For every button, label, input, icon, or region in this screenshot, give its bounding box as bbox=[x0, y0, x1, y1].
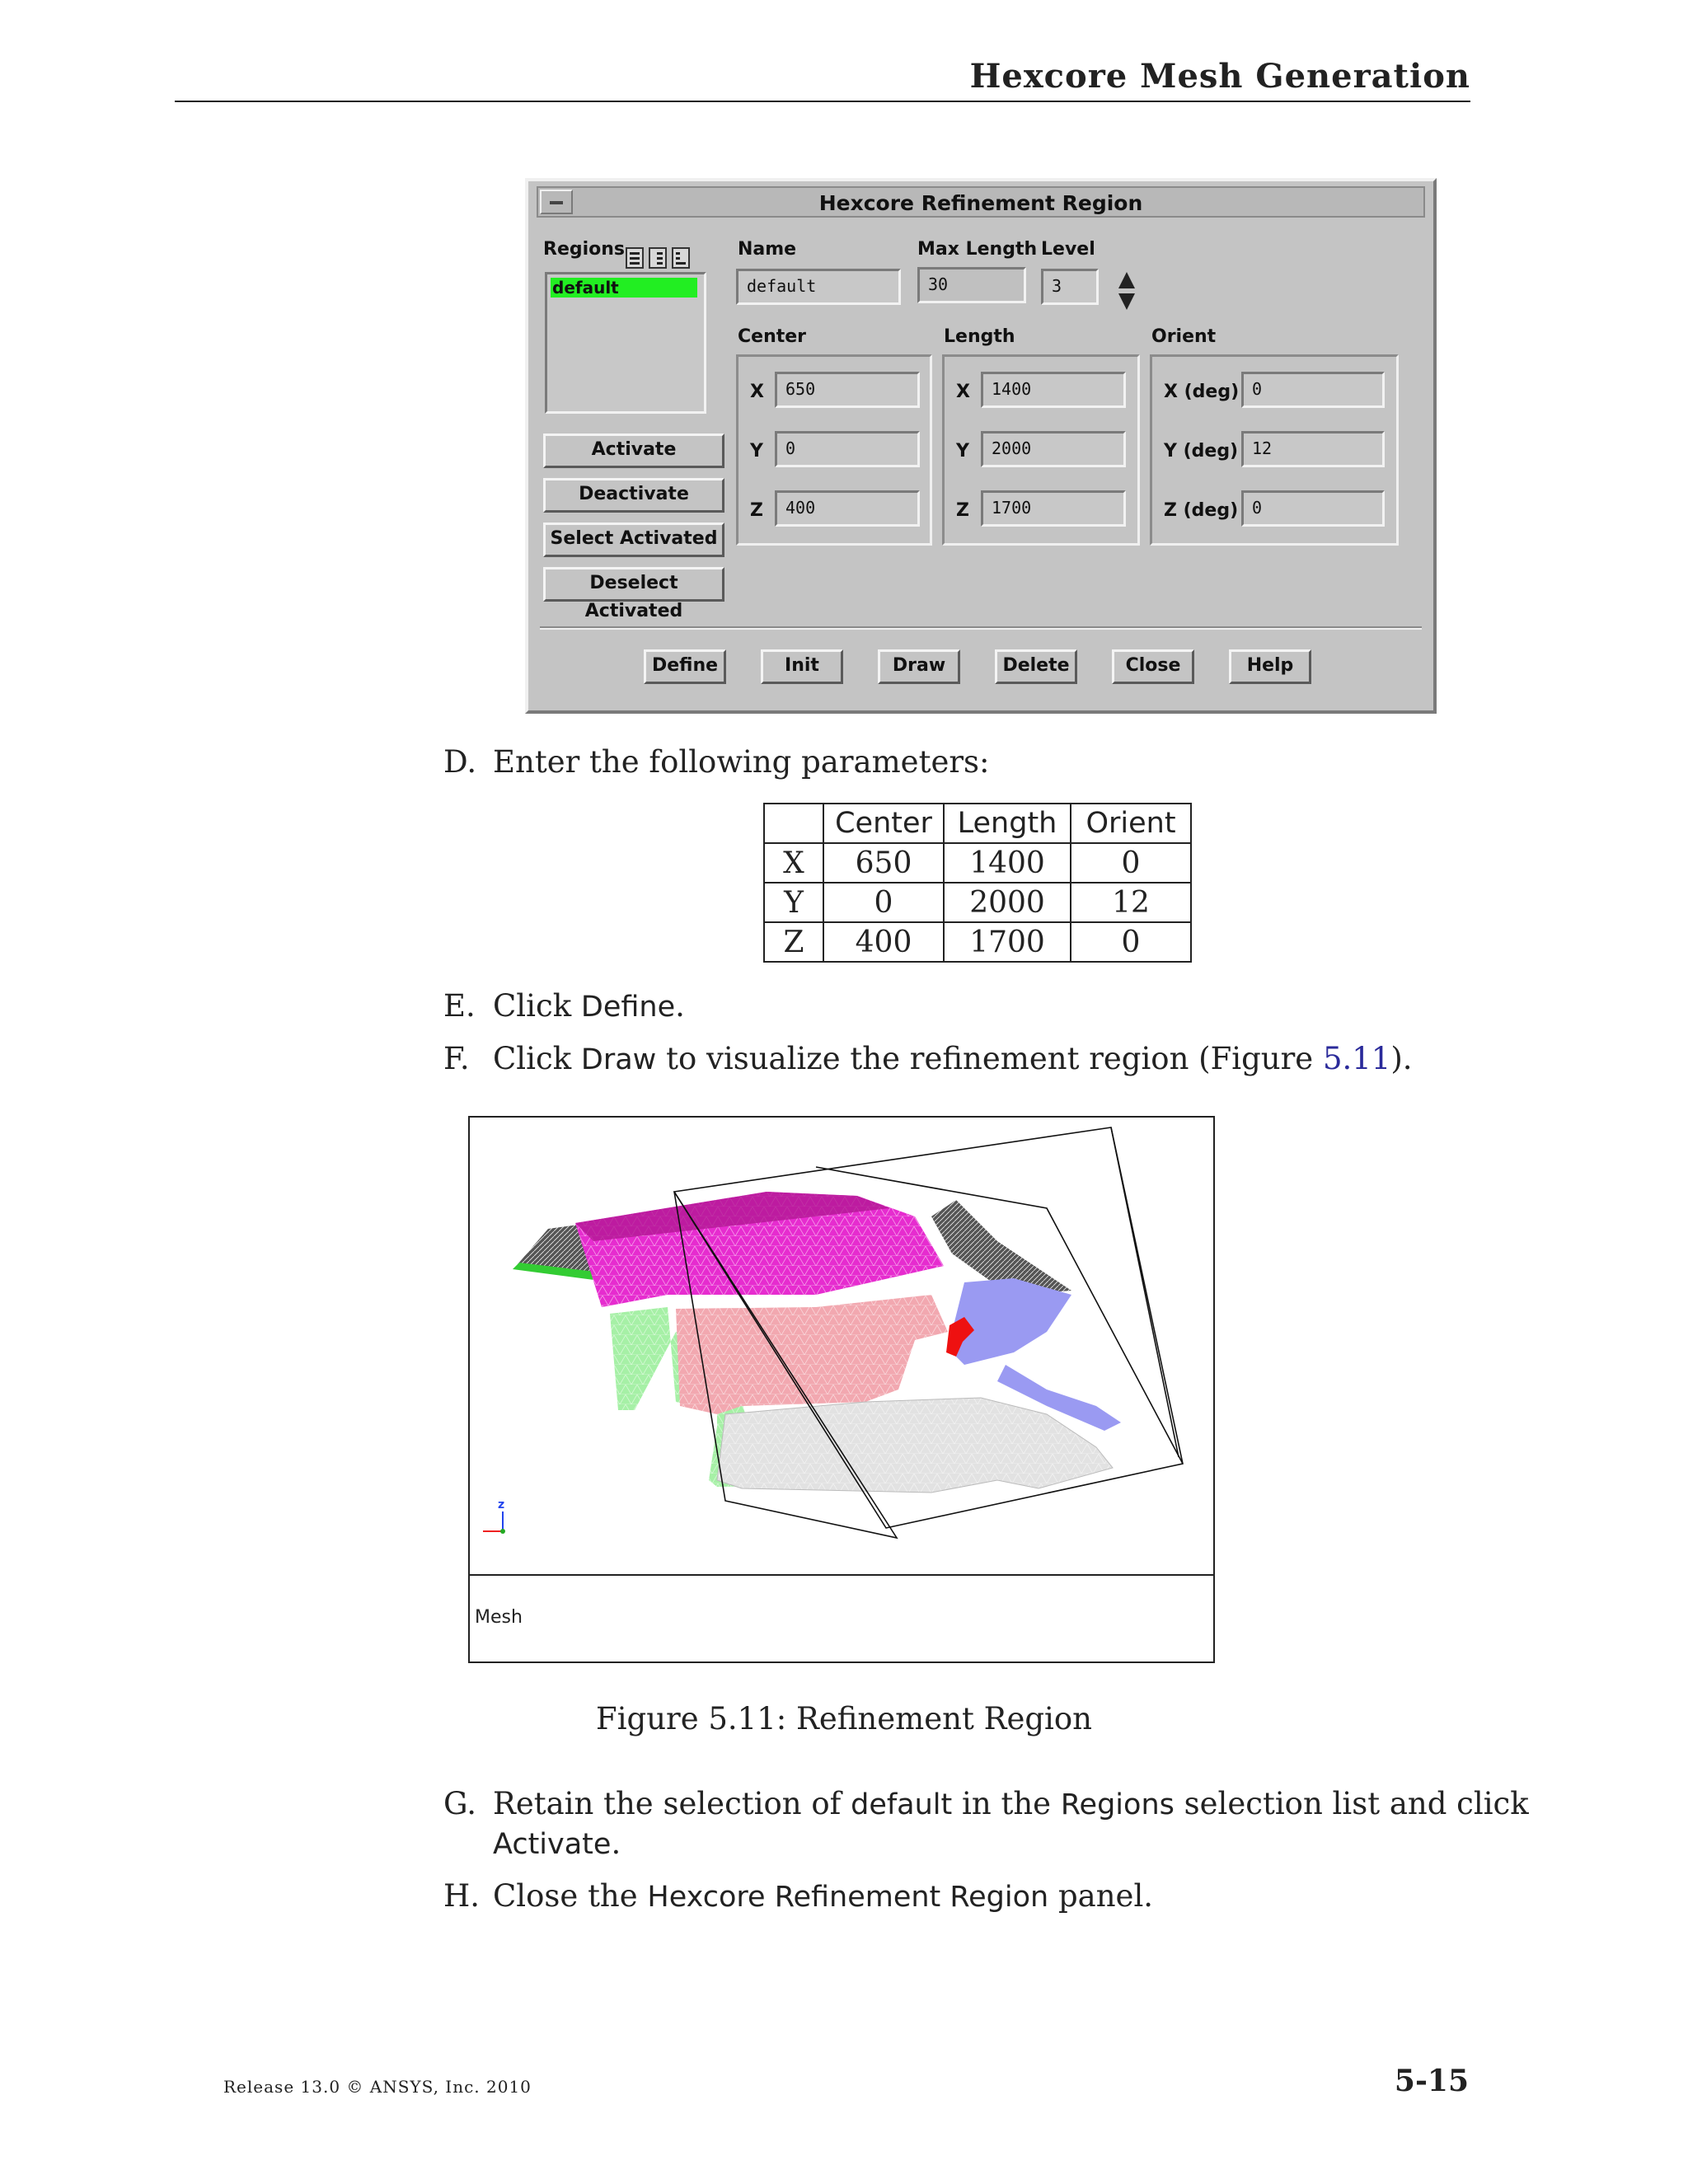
list-options-icon[interactable] bbox=[672, 247, 690, 269]
dialog-divider bbox=[540, 626, 1422, 630]
length-label: Length bbox=[944, 326, 1015, 347]
release-footer: Release 13.0 © ANSYS, Inc. 2010 bbox=[223, 2077, 532, 2097]
close-button[interactable]: Close bbox=[1112, 649, 1194, 684]
step-g-post: selection list and click bbox=[1174, 1786, 1529, 1821]
activate-button[interactable]: Activate bbox=[543, 434, 724, 468]
name-label: Name bbox=[738, 239, 797, 260]
draw-button[interactable]: Draw bbox=[878, 649, 960, 684]
define-button[interactable]: Define bbox=[644, 649, 726, 684]
select-all-icon[interactable] bbox=[626, 247, 644, 269]
parameters-table bbox=[763, 803, 1192, 963]
delete-button[interactable]: Delete bbox=[995, 649, 1077, 684]
viewer-status-separator bbox=[470, 1574, 1213, 1576]
ui-ref-default: default bbox=[851, 1788, 953, 1821]
table-row bbox=[764, 843, 1191, 883]
step-h-pre: Close the bbox=[493, 1878, 648, 1914]
page-number: 5-15 bbox=[1394, 2064, 1469, 2098]
step-d-text: Enter the following parameters: bbox=[493, 744, 990, 780]
ui-ref-panel: Hexcore Refinement Region bbox=[647, 1881, 1049, 1914]
deselect-activated-button[interactable]: Deselect Activated bbox=[543, 567, 724, 602]
table-cell: 650 bbox=[823, 843, 944, 883]
length-y-field[interactable]: 2000 bbox=[981, 431, 1126, 467]
ui-ref-regions: Regions bbox=[1060, 1788, 1175, 1821]
mesh-pattern bbox=[676, 1295, 948, 1414]
name-field[interactable]: default bbox=[736, 269, 901, 305]
step-e-text bbox=[493, 986, 685, 1028]
center-y-label: Y bbox=[750, 441, 763, 462]
orient-y-field[interactable]: 12 bbox=[1241, 431, 1385, 467]
step-h-text bbox=[493, 1876, 1153, 1918]
step-d-marker: D. bbox=[443, 744, 477, 780]
ui-ref-define: Define bbox=[580, 991, 676, 1024]
level-field[interactable]: 3 bbox=[1041, 269, 1099, 305]
regions-label: Regions bbox=[543, 239, 626, 260]
step-e-marker: E. bbox=[443, 988, 476, 1024]
length-z-field[interactable]: 1700 bbox=[981, 490, 1126, 527]
step-g-marker: G. bbox=[443, 1786, 476, 1821]
step-f-text bbox=[493, 1038, 1413, 1080]
orient-label: Orient bbox=[1151, 326, 1217, 347]
figure-link[interactable]: 5.11 bbox=[1322, 1041, 1391, 1076]
table-cell: 0 bbox=[1071, 843, 1191, 883]
box-edge bbox=[1111, 1127, 1179, 1457]
axis-triad-icon bbox=[483, 1498, 505, 1534]
table-row bbox=[764, 804, 1191, 843]
dialog-title: Hexcore Refinement Region bbox=[818, 191, 1143, 215]
level-spinner[interactable] bbox=[1118, 272, 1135, 312]
length-group bbox=[942, 354, 1140, 546]
table-header: Center bbox=[823, 804, 944, 843]
center-group bbox=[736, 354, 932, 546]
step-e-post: . bbox=[675, 988, 685, 1024]
mesh-render bbox=[470, 1118, 1213, 1572]
regions-list-item-default[interactable]: default bbox=[551, 278, 697, 298]
regions-list[interactable] bbox=[545, 272, 706, 414]
mesh-pattern bbox=[717, 1398, 1113, 1493]
z-axis-label: z bbox=[498, 1498, 505, 1511]
step-g-mid: in the bbox=[952, 1786, 1061, 1821]
center-z-field[interactable]: 400 bbox=[775, 490, 920, 527]
max-length-field: 30 bbox=[917, 267, 1026, 303]
center-label: Center bbox=[738, 326, 807, 347]
orient-y-label: Y (deg) bbox=[1164, 441, 1239, 462]
length-z-label: Z bbox=[956, 500, 969, 521]
hexcore-refinement-region-dialog bbox=[525, 178, 1437, 714]
spinner-down-icon[interactable] bbox=[1118, 293, 1135, 310]
spinner-up-icon[interactable] bbox=[1118, 272, 1135, 288]
step-g-line2-post: . bbox=[611, 1825, 621, 1861]
axis-origin bbox=[500, 1529, 505, 1534]
step-h-post: panel. bbox=[1048, 1878, 1154, 1914]
table-cell: Y bbox=[764, 883, 823, 922]
step-g-pre: Retain the selection of bbox=[493, 1786, 851, 1821]
init-button[interactable]: Init bbox=[761, 649, 843, 684]
orient-z-field[interactable]: 0 bbox=[1241, 490, 1385, 527]
figure-caption: Figure 5.11: Refinement Region bbox=[596, 1701, 1092, 1736]
step-f-post: ). bbox=[1390, 1041, 1413, 1076]
mesh-figure bbox=[468, 1116, 1215, 1663]
deselect-all-icon[interactable] bbox=[649, 247, 667, 269]
table-cell: 2000 bbox=[944, 883, 1071, 922]
table-cell bbox=[764, 804, 823, 843]
table-row bbox=[764, 922, 1191, 962]
step-h-marker: H. bbox=[443, 1878, 481, 1914]
table-row bbox=[764, 883, 1191, 922]
step-f-pre: Click bbox=[493, 1041, 581, 1076]
center-z-label: Z bbox=[750, 500, 763, 521]
table-cell: 400 bbox=[823, 922, 944, 962]
max-length-label: Max Length bbox=[917, 239, 1038, 260]
table-cell: 12 bbox=[1071, 883, 1191, 922]
orient-x-label: X (deg) bbox=[1164, 382, 1240, 402]
ui-ref-draw: Draw bbox=[580, 1043, 657, 1076]
step-f-mid: to visualize the refinement region (Figure bbox=[656, 1041, 1323, 1076]
step-g-text bbox=[493, 1783, 1529, 1825]
orient-x-field[interactable]: 0 bbox=[1241, 372, 1385, 408]
level-label: Level bbox=[1041, 239, 1095, 260]
viewer-label: Mesh bbox=[475, 1607, 523, 1628]
length-x-label: X bbox=[956, 382, 970, 402]
center-y-field[interactable]: 0 bbox=[775, 431, 920, 467]
deactivate-button[interactable]: Deactivate bbox=[543, 478, 724, 513]
ui-ref-activate: Activate bbox=[493, 1828, 612, 1861]
running-header bbox=[175, 59, 1470, 102]
table-header: Length bbox=[944, 804, 1071, 843]
table-header: Orient bbox=[1071, 804, 1191, 843]
select-activated-button[interactable]: Select Activated bbox=[543, 523, 724, 557]
step-g-line2-text bbox=[493, 1823, 621, 1865]
dialog-titlebar bbox=[537, 186, 1425, 218]
orient-group bbox=[1150, 354, 1399, 546]
table-cell: Z bbox=[764, 922, 823, 962]
orient-z-label: Z (deg) bbox=[1164, 500, 1239, 521]
center-x-label: X bbox=[750, 382, 764, 402]
chapter-title: Hexcore Mesh Generation bbox=[969, 57, 1470, 96]
length-x-field[interactable]: 1400 bbox=[981, 372, 1126, 408]
center-x-field[interactable]: 650 bbox=[775, 372, 920, 408]
table-cell: 1400 bbox=[944, 843, 1071, 883]
length-y-label: Y bbox=[956, 441, 969, 462]
help-button[interactable]: Help bbox=[1229, 649, 1311, 684]
table-cell: X bbox=[764, 843, 823, 883]
step-f-marker: F. bbox=[443, 1041, 470, 1076]
step-e-pre: Click bbox=[493, 988, 581, 1024]
table-cell: 0 bbox=[1071, 922, 1191, 962]
table-cell: 1700 bbox=[944, 922, 1071, 962]
table-cell: 0 bbox=[823, 883, 944, 922]
